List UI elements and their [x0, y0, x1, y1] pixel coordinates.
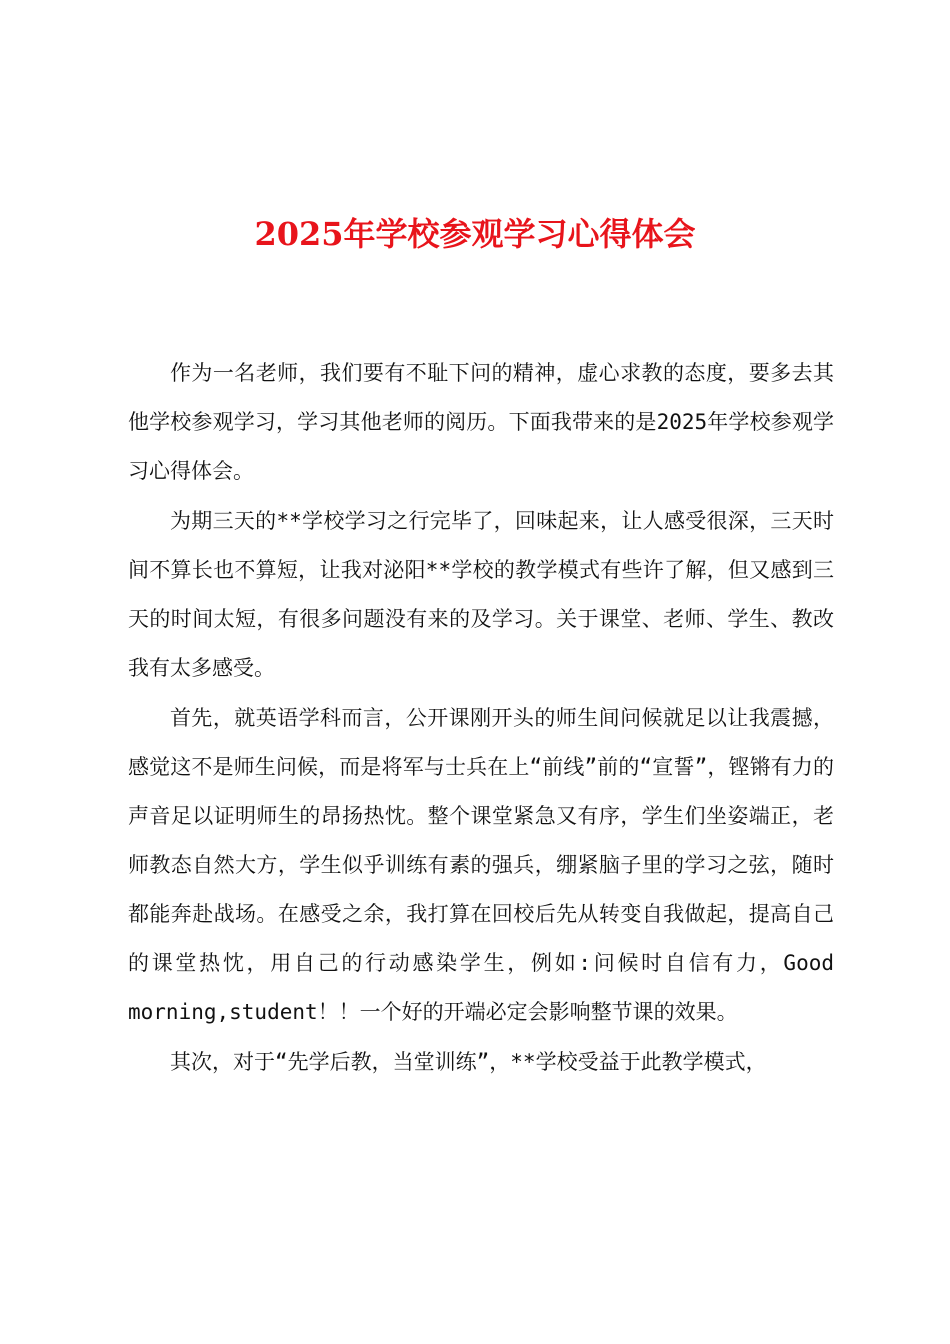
paragraph-intro: 作为一名老师，我们要有不耻下问的精神，虚心求教的态度，要多去其他学校参观学习，学习其他老师的阅历。下面我带来的是2025年学校参观学习心得体会。	[128, 361, 834, 483]
paragraph-second: 其次，对于“先学后教，当堂训练”，**学校受益于此教学模式，	[170, 1050, 767, 1074]
paragraph-first: 首先，就英语学科而言，公开课刚开头的师生间问候就足以让我震撼，感觉这不是师生问候，而是将军与士兵在上“前线”前的“宣誓”，铿锵有力的声音足以证明师生的昂扬热忱。整个课堂紧急又有序，学生们坐姿端正，老师教态自然大方，学生似乎训练有素的强兵，绷紧脑子里的学习之弦，随时都能奔赴战场。在感受之余，我打算在回校后先从转变自我做起，提高自己的课堂热忱，用自己的行动感染学生，例如:问候时自信有力，Good morning,student！！一个好的开端必定会影响整节课的效果。	[128, 706, 834, 1024]
document-body	[128, 349, 834, 1087]
paragraph-visit: 为期三天的**学校学习之行完毕了，回味起来，让人感受很深，三天时间不算长也不算短，让我对泌阳**学校的教学模式有些许了解，但又感到三天的时间太短，有很多问题没有来的及学习。关于课堂、老师、学生、教改我有太多感受。	[128, 509, 834, 680]
document-title: 2025年学校参观学习心得体会	[254, 215, 696, 253]
